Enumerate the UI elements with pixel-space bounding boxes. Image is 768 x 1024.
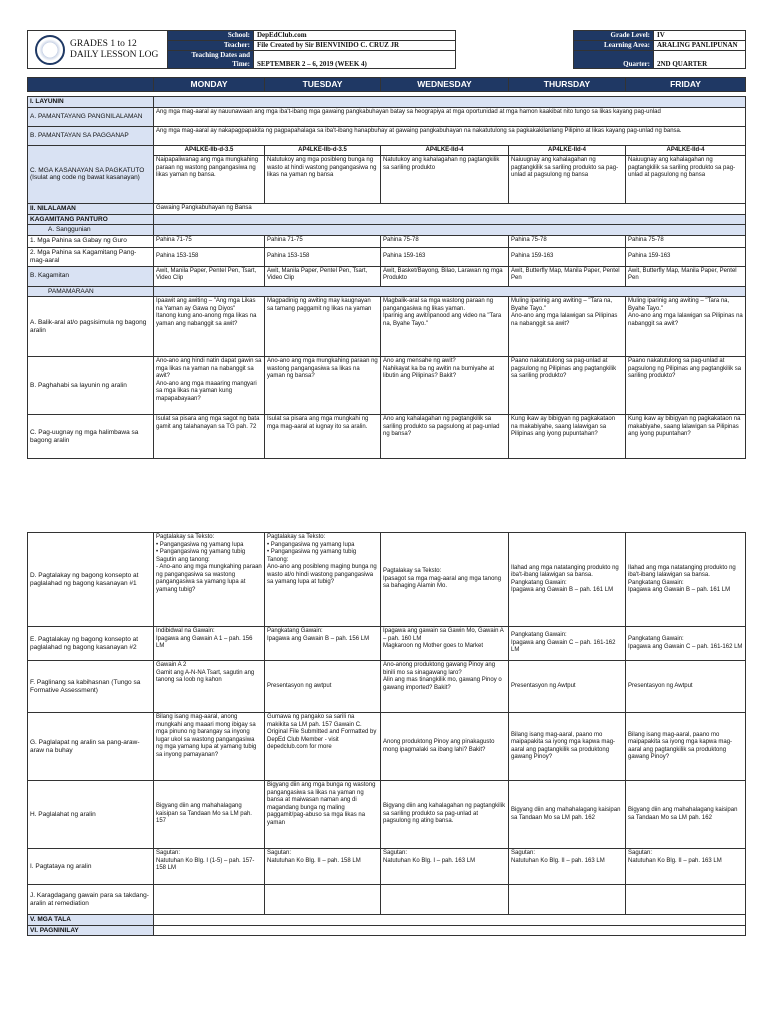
kasanayan-cell: Naiuugnay ang kahalagahan ng pagtangkilik sa sariling produkto sa pag-unlad at pagsulong ng bansa [509,156,626,204]
g-cell: Bilang isang mag-aaral, paano mo maipapakita sa iyong mga kapwa mag-aaral ang pagtangkilik sa produktong gawang Pinoy? [509,713,626,781]
i-cell: Sagutan: Natutuhan Ko Blg. I – pah. 163 LM [381,849,509,885]
a-balik-aral-label: A. Balik-aral at/o pagsisimula ng bagong aralin [28,297,154,357]
learning-area-value: ARALING PANLIPUNAN [654,41,746,51]
teacher-value: File Created by Sir BIENVINIDO C. CRUZ JR [254,41,456,51]
lesson-log-page-2 [27,532,745,936]
code-cell: AP4LKE-IId-4 [509,145,626,156]
deped-seal-icon [35,35,65,65]
kagamitang-cell: Pahina 159-163 [626,247,746,266]
quarter-value: 2ND QUARTER [654,51,746,69]
lesson-log-page-1 [27,30,745,459]
i-cell: Sagutan: Natutuhan Ko Blg. I (1-5) – pah. 157-158 LM [154,849,265,885]
b-kagamitan-label: B. Kagamitan [28,266,154,286]
b-cell: Paano nakatutulong sa pag-unlad at pagsulong ng Pilipinas ang pagtangkilik sa sariling produkto? [626,357,746,415]
grade-title-line-2: DAILY LESSON LOG [69,49,159,60]
e-cell: Pangkatang Gawain: Ipagawa ang Gawain C – pah. 161-162 LM [626,627,746,661]
teacher-label: Teacher: [168,41,254,51]
gabay-cell: Pahina 75-78 [381,235,509,247]
pamamaraan-label: PAMAMARAAN [28,286,154,297]
g-cell: Bilang isang mag-aaral, anong mungkahi ang maaari mong ibigay sa mga pinuno ng barangay sa inyong lugar ukol sa wastong pangangasiwa ng mga yamang lupa at yamang tubig sa inyong pamayanan? [154,713,265,781]
h-cell: Bigyang diin ang kahalagahan ng pagtangkilik sa sariling produkto sa pag-unlad at pagsulong ng ating bansa. [381,781,509,849]
kagamitang-cell: Pahina 153-158 [265,247,381,266]
code-cell: AP4LKE-IIb-d-3.5 [265,145,381,156]
d-cell: Pagtalakay sa Teksto: • Pangangasiwa ng yamang lupa • Pangangasiwa ng yamang tubig Sagutin ang tanong: - Ano-ano ang mga mungkahing paraan ng pangangasiwa sa wastong pangangasiwa sa yamang lupa at yamang tubig? [154,533,265,627]
i-cell: Sagutan: Natutuhan Ko Blg. II – pah. 163 LM [626,849,746,885]
grade-level-label: Grade Level: [574,31,654,41]
header-table [27,30,746,69]
kasanayan-cell: Natutukoy ang kahalagahan ng pagtangkilik sa sariling produkto [381,156,509,204]
a-cell: Muling iparinig ang awiting – "Tara na, Byahe Tayo." Ano-ano ang mga lalawigan sa Pilipinas na nabanggit sa awit? [509,297,626,357]
e-pagtalakay-2-label: E. Pagtalakay ng bagong konsepto at paglalahad ng bagong kasanayan #2 [28,627,154,661]
g-cell: Gumawa ng pangako sa sarili na makikita sa LM pah. 157 Gawain C. Original File Submitted and Formatted by DepEd Club Member - visit depedclub.com for more [265,713,381,781]
pagganap-value: Ang mga mag-aaral ay nakapagpapakita ng pagpapahalaga sa iba't-ibang hanapbuhay at gawaing pangkabuhayan na nakatutulong sa pagkakakilanlang Pilipino at likas kayang pag-unlad ng bansa. [154,126,746,145]
header-logo [28,31,168,69]
f-paglinang-label: F. Paglinang sa kabihasnan (Tungo sa Formative Assessment) [28,661,154,713]
f-cell: Ano-anong produktong gawang Pinoy ang binili mo sa sinagawang laro? Alin ang mas tinangkilik mo, gawang Pinoy o gawang imported? Bakit? [381,661,509,713]
gabay-label: 1. Mga Pahina sa Gabay ng Guro [28,235,154,247]
day-monday: MONDAY [154,78,265,92]
b-cell: Ano-ano ang mga mungkahing paraan ng wastong pangangasiwa sa likas na yaman ng bansa? [265,357,381,415]
day-wednesday: WEDNESDAY [381,78,509,92]
f-cell: Presentasyon ng awtput [265,661,381,713]
c-cell: Ano ang kahalagahan ng pagtangkilik sa sariling produkto sa pagsulong at pag-unlad ng bansa? [381,415,509,459]
b-paghahabi-label: B. Paghahabi sa layunin ng aralin [28,357,154,415]
nilalaman-label: II. NILALAMAN [28,204,154,215]
i-cell: Sagutan: Natutuhan Ko Blg. II – pah. 158 LM [265,849,381,885]
b-kagamitan-cell: Awit, Butterfly Map, Manila Paper, Pentel Pen [509,266,626,286]
mga-tala-label: V. MGA TALA [28,915,154,926]
code-cell: AP4LKE-IId-4 [626,145,746,156]
code-cell: AP4LKE-IId-4 [381,145,509,156]
grade-title-line-1: GRADES 1 to 12 [69,38,137,49]
c-cell: Isulat sa pisara ang mga mungkahi ng mga mag-aaral at iugnay ito sa aralin. [265,415,381,459]
kagamitang-label: 2. Mga Pahina sa Kagamitang Pang-mag-aaral [28,247,154,266]
kasanayan-cell: Naiuugnay ang kahalagahan ng pagtangkilik sa sariling produkto sa pag-unlad at pagsulong ng bansa [626,156,746,204]
day-thursday: THURSDAY [509,78,626,92]
kasanayan-cell: Naipapaliwanag ang mga mungkahing paraan ng wastong pangangasiwa ng likas yaman ng bansa. [154,156,265,204]
h-cell: Bigyang diin ang mga bunga ng wastong pangangasiwa sa likas na yaman ng bansa at maiwasan naman ang di magandang bunga ng maling paggamit/pag-abuso sa mga likas na yaman [265,781,381,849]
dates-label: Teaching Dates and Time: [168,51,254,69]
b-cell: Ano-ano ang hindi natin dapat gawin sa mga likas na yaman na nabanggit sa awit? Ano-ano ang mga maaaring mangyari sa mga likas na yaman kung mapapabayaan? [154,357,265,415]
gabay-cell: Pahina 75-78 [626,235,746,247]
d-cell: Pagtalakay sa Teksto: • Pangangasiwa ng yamang lupa • Pangangasiwa ng yamang tubig Tanong: Ano-ano ang posibleng maging bunga ng wasto at/o hindi wastong pangangasiwa sa yamang lupa at tubig? [265,533,381,627]
j-karagdagang-label: J. Karagdagang gawain para sa takdang-aralin at remediation [28,885,154,915]
quarter-label: Quarter: [574,51,654,69]
g-paglalapat-label: G. Paglalapat ng aralin sa pang-araw-araw na buhay [28,713,154,781]
kasanayan-label: C. MGA KASANAYAN SA PAGKATUTO (Isulat ang code ng bawat kasanayan) [28,145,154,204]
lesson-table-2 [27,532,746,936]
section-layunin: I. LAYUNIN [28,97,154,108]
gabay-cell: Pahina 71-75 [265,235,381,247]
pamantayang-label: A. PAMANTAYANG PANGNILALAMAN [28,107,154,126]
h-paglalahat-label: H. Paglalahat ng aralin [28,781,154,849]
b-cell: Ano ang mensahe ng awit? Nahikayat ka ba ng awitin na bumiyahe at libutin ang Pilipinas? Bakit? [381,357,509,415]
h-cell: Bigyang diin ang mahahalagang kaisipan sa Tandaan Mo sa LM pah. 157 [154,781,265,849]
f-cell: Presentasyon ng Awtput [626,661,746,713]
d-cell: Ilahad ang mga natatanging produkto ng iba't-ibang lalawigan sa bansa. Pangkatang Gawain: Ipagawa ang Gawain B – pah. 161 LM [509,533,626,627]
a-cell: Magpadinig ng awiting may kaugnayan sa tamang paggamit ng likas na yaman [265,297,381,357]
b-kagamitan-cell: Awit, Basket/Bayong, Bilao, Larawan ng mga Produkto [381,266,509,286]
kagamitang-cell: Pahina 153-158 [154,247,265,266]
grade-title [70,39,158,61]
h-cell: Bigyang diin ang mahahalagang kaisipan sa Tandaan Mo sa LM pah. 162 [509,781,626,849]
c-cell: Isulat sa pisara ang mga sagot ng bata gamit ang talahanayan sa TG pah. 72 [154,415,265,459]
f-cell: Gawain A 2 Gamit ang A-N-NA Tsart, sagutin ang tanong sa loob ng kahon [154,661,265,713]
i-cell: Sagutan: Natutuhan Ko Blg. II – pah. 163 LM [509,849,626,885]
c-pag-uugnay-label: C. Pag-uugnay ng mga halimbawa sa bagong aralin [28,415,154,459]
day-friday: FRIDAY [626,78,746,92]
gabay-cell: Pahina 71-75 [154,235,265,247]
b-kagamitan-cell: Awit, Manila Paper, Pentel Pen, Tsart, Video Clip [265,266,381,286]
code-cell: AP4LKE-IIb-d-3.5 [154,145,265,156]
c-cell: Kung ikaw ay bibigyan ng pagkakataon na makabiyahe, saang lalawigan sa Pilipinas ang iyong pupuntahan? [626,415,746,459]
h-cell: Bigyang diin ang mahahalagang kaisipan sa Tandaan Mo sa LM pah. 162 [626,781,746,849]
kagamitang-cell: Pahina 159-163 [509,247,626,266]
gabay-cell: Pahina 75-78 [509,235,626,247]
a-cell: Magbalik-aral sa mga wastong paraan ng pangangasiwa ng likas yaman. Iparinig ang awit/ipanood ang video na "Tara na, Byahe Tayo." [381,297,509,357]
e-cell: Pangkatang Gawain: Ipagawa ang Gawain B – pah. 156 LM [265,627,381,661]
g-cell: Anong produktong Pinoy ang pinakagusto mong ipagmalaki sa ibang lahi? Bakit? [381,713,509,781]
i-pagtataya-label: I. Pagtataya ng aralin [28,849,154,885]
e-cell: Indibidwal na Gawain: Ipagawa ang Gawain A 1 – pah. 156 LM [154,627,265,661]
dates-value: SEPTEMBER 2 – 6, 2019 (WEEK 4) [254,51,456,69]
d-pagtalakay-1-label: D. Pagtalakay ng bagong konsepto at paglalahad ng bagong kasanayan #1 [28,533,154,627]
b-kagamitan-cell: Awit, Butterfly Map, Manila Paper, Pentel Pen [626,266,746,286]
kagamitang-cell: Pahina 159-163 [381,247,509,266]
d-cell: Pagtalakay sa Teksto: Ipasagot sa mga mag-aaral ang mga tanong sa bahaging Alamin Mo. [381,533,509,627]
g-cell: Bilang isang mag-aaral, paano mo maipapakita sa iyong mga kapwa mag-aaral ang pagtangkilik sa produktong gawang Pinoy? [626,713,746,781]
e-cell: Pangkatang Gawain: Ipagawa ang Gawain C – pah. 161-162 LM [509,627,626,661]
a-cell: Muling iparinig ang awiting – "Tara na, Byahe Tayo." Ano-ano ang mga lalawigan sa Pilipinas na nabanggit sa awit? [626,297,746,357]
c-cell: Kung ikaw ay bibigyan ng pagkakataon na makabiyahe, saang lalawigan sa Pilipinas ang iyong pupuntahan? [509,415,626,459]
sanggunian-label: A. Sanggunian [28,225,154,236]
school-value: DepEdClub.com [254,31,456,41]
grade-level-value: IV [654,31,746,41]
kagamitan-label: KAGAMITANG PANTURO [28,214,154,225]
pagganap-label: B. PAMANTAYAN SA PAGGANAP [28,126,154,145]
pamantayang-value: Ang mga mag-aaral ay nauunawaan ang mga iba't-ibang mga gawaing pangkabuhayan batay sa heograpiya at mga oportunidad at mga hamon kaakibat nito tungo sa likas kayang pag-unlad [154,107,746,126]
b-cell: Paano nakatutulong sa pag-unlad at pagsulong ng Pilipinas ang pagtangkilik sa sariling produkto? [509,357,626,415]
nilalaman-value: Gawaing Pangkabuhayan ng Bansa [154,204,746,215]
days-row [28,78,746,92]
kasanayan-cell: Natutukoy ang mga posibleng bunga ng wasto at hindi wastong pangangasiwa ng likas na yaman ng bansa [265,156,381,204]
b-kagamitan-cell: Awit, Manila Paper, Pentel Pen, Tsart, Video Clip [154,266,265,286]
e-cell: Ipagawa ang gawain sa Gawin Mo, Gawain A – pah. 160 LM Magkaroon ng Mother goes to Market [381,627,509,661]
d-cell: Ilahad ang mga natatanging produkto ng iba't-ibang lalawigan sa bansa. Pangkatang Gawain: Ipagawa ang Gawain B – pah. 161 LM [626,533,746,627]
pagninilay-label: VI. PAGNINILAY [28,925,154,936]
f-cell: Presentasyon ng Awtput [509,661,626,713]
lesson-table-1 [27,77,746,459]
a-cell: Ipaawit ang awiting – "Ang mga Likas na Yaman ay Gawa ng Diyos" Itanong kung ano-anong mga likas na yaman ang nabanggit sa awit? [154,297,265,357]
school-label: School: [168,31,254,41]
day-tuesday: TUESDAY [265,78,381,92]
learning-area-label: Learning Area: [574,41,654,51]
